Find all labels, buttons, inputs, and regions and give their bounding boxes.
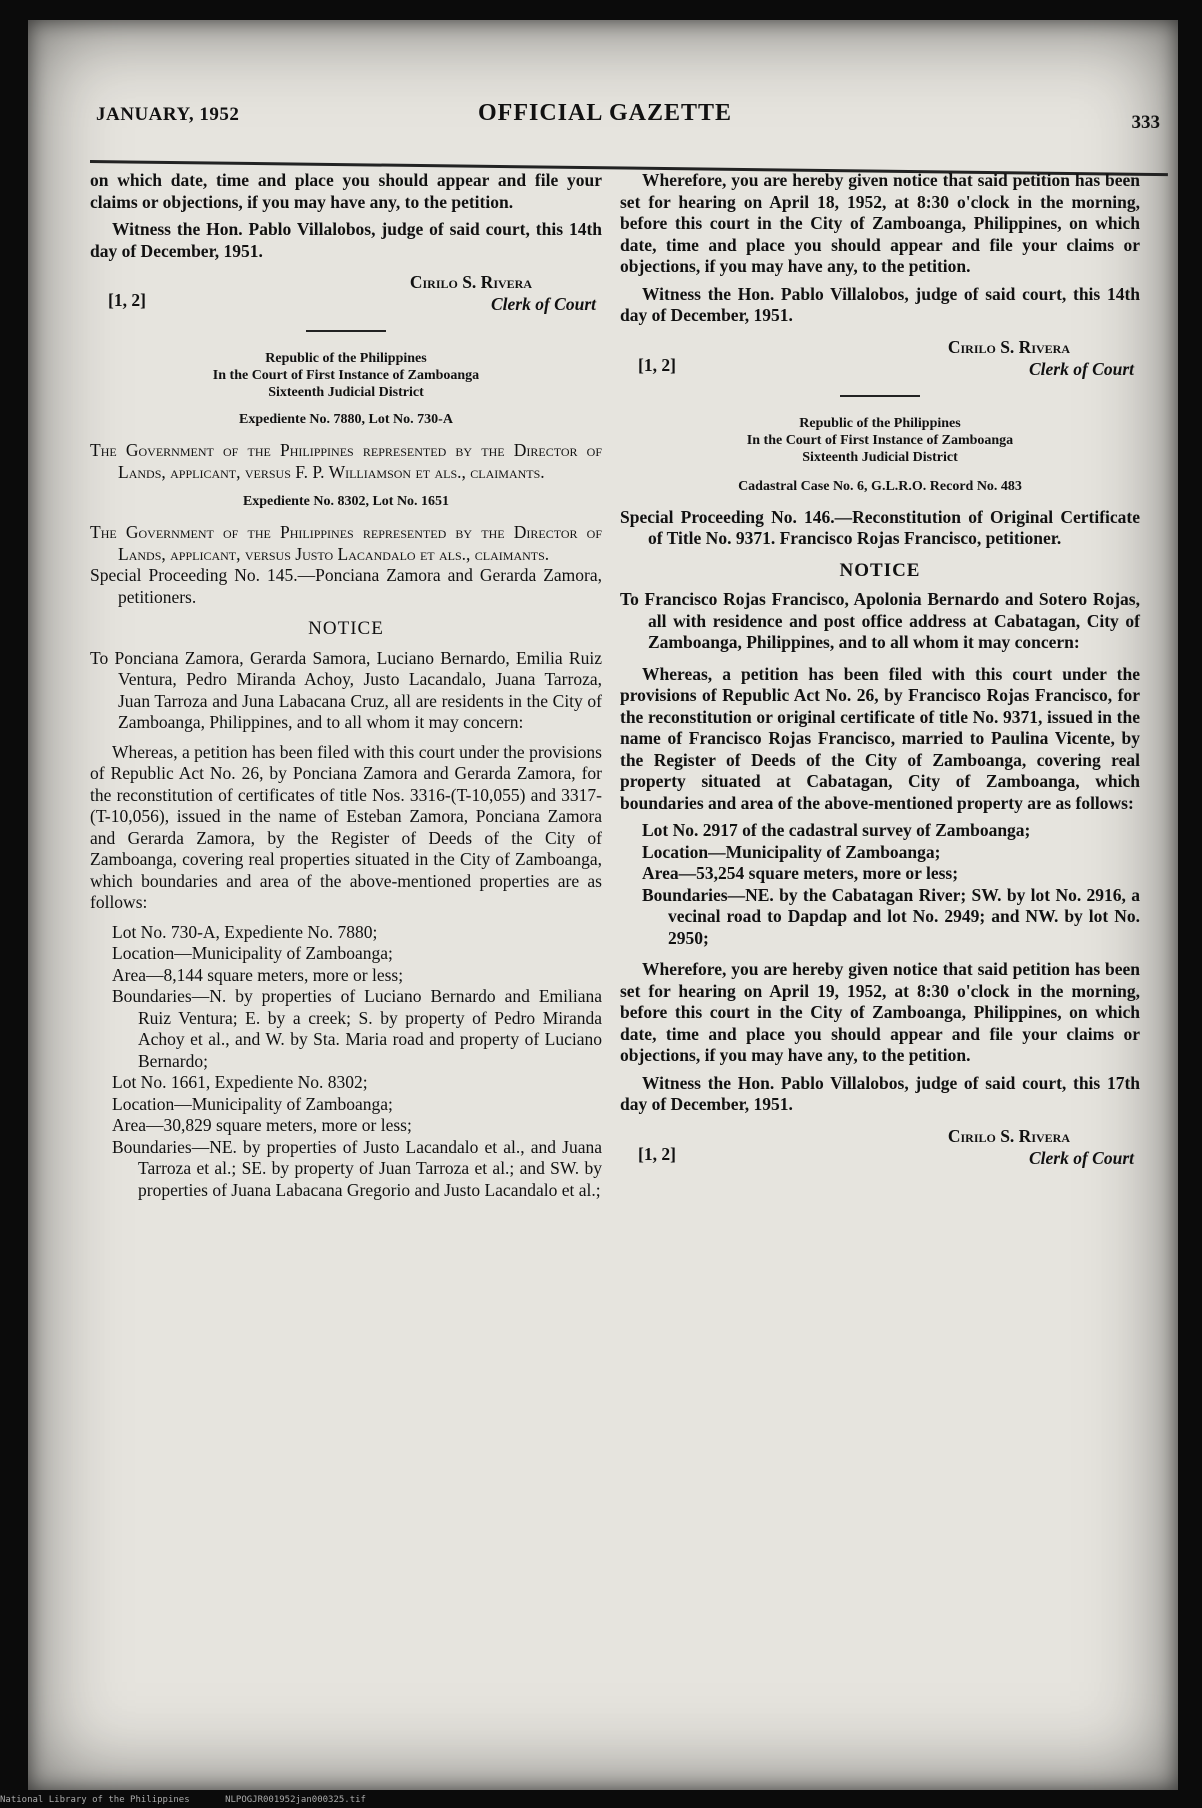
area-2: Area—30,829 square meters, more or less; (112, 1115, 412, 1135)
boundaries-2: Boundaries—NE. by properties of Justo Lacandalo et al., and Juana Tarroza et al.; SE. by property of Juan Tarroza et al.; and SW. by properties of Juana Labacana Gregorio and Justo Lacandalo et al.; (112, 1136, 602, 1200)
whereas-paragraph: Whereas, a petition has been filed with this court under the provisions of Republic Act No. 26, by Francisco Rojas Francisco, for the reconstitution or original certificate of title No. 9371, issued in the name of Francisco Rojas Francisco, married to Paulina Vicente, by the Register of Deeds of the City of Zamboanga, covering real property situated at Cabatagan, City of Zamboanga, which boundaries and area of the above-mentioned property are as follows: (620, 663, 1140, 813)
lot-1: Lot No. 730-A, Expediente No. 7880; (112, 921, 378, 942)
boundaries: Boundaries—NE. by the Cabatagan River; SW. by lot No. 2916, a vecinal road to Dapdap and lot No. 2949; and NW. by lot No. 2950; (642, 884, 1140, 948)
case-2: The Government of the Philippines represented by the Director of Lands, applicant, versus Justo Lacandalo et als., claimants. (90, 522, 602, 564)
right-witness: Witness the Hon. Pablo Villalobos, judge of said court, this 14th day of December, 1951. (620, 283, 1140, 325)
court-line-3: Sixteenth Judicial District (268, 385, 424, 400)
sig-name: Cirilo S. Rivera (947, 1125, 1070, 1146)
special-proceeding: Special Proceeding No. 145.—Ponciana Zamora and Gerarda Zamora, petitioners. (90, 565, 602, 607)
header-date: JANUARY, 1952 (96, 104, 240, 125)
footer-library: National Library of the Philippines (0, 1795, 190, 1805)
location-1: Location—Municipality of Zamboanga; (112, 943, 393, 963)
lot: Lot No. 2917 of the cadastral survey of Zamboanga; (642, 820, 1031, 840)
sig-title: Clerk of Court (1028, 358, 1134, 379)
right-paragraph-1: Wherefore, you are hereby given notice that said petition has been set for hearing on April 18, 1952, at 8:30 o'clock in the morning, before this court in the City of Zamboanga, Philippines, on which date, time and place you should appear and file your claims or objections, if you may have any, to the petition. (620, 170, 1140, 276)
sig-ref: [1, 2] (638, 1143, 676, 1164)
court-line-3: Sixteenth Judicial District (802, 449, 958, 465)
special-proceeding: Special Proceeding No. 146.—Reconstitution of Original Certificate of Title No. 9371. Francisco Rojas Francisco, petitioner. (620, 506, 1140, 548)
notice-heading: NOTICE (308, 618, 384, 639)
wherefore-paragraph: Wherefore, you are hereby given notice that said petition has been set for hearing on April 19, 1952, at 8:30 o'clock in the morning, before this court in the City of Zamboanga, Philippines, on which date, time and place you should appear and file your claims or objections, if you may have any, to the petition. (620, 959, 1140, 1065)
court-line-1: Republic of the Philippines (265, 351, 427, 366)
left-signature-block (90, 268, 602, 318)
location: Location—Municipality of Zamboanga; (642, 841, 941, 862)
sig-name: Cirilo S. Rivera (947, 336, 1070, 357)
notice-heading: NOTICE (839, 559, 921, 581)
case-1: The Government of the Philippines represented by the Director of Lands, applicant, versus F. P. Williamson et als., claimants. (90, 440, 602, 482)
expediente-1: Expediente No. 7880, Lot No. 730-A (239, 412, 453, 427)
lot-2: Lot No. 1661, Expediente No. 8302; (112, 1072, 368, 1092)
boundaries-1: Boundaries—N. by properties of Luciano Bernardo and Emiliana Ruiz Ventura; E. by a creek; S. by property of Pedro Miranda Achoy et al., and W. by Sta. Maria road and property of Luciano Bernardo; (112, 986, 602, 1071)
left-witness: Witness the Hon. Pablo Villalobos, judge of said court, this 14th day of December, 1951. (90, 219, 602, 261)
cadastral-case: Cadastral Case No. 6, G.L.R.O. Record No. 483 (738, 478, 1022, 494)
footer-file: NLPOGJR001952jan000325.tif (225, 1795, 366, 1805)
left-paragraph-1: on which date, time and place you should appear and file your claims or objections, if you may have any, to the petition. (90, 170, 602, 212)
court-line-2: In the Court of First Instance of Zamboanga (746, 432, 1014, 448)
sig-ref: [1, 2] (108, 290, 146, 310)
divider (306, 330, 386, 332)
area-1: Area—8,144 square meters, more or less; (112, 964, 404, 985)
area: Area—53,254 square meters, more or less; (642, 863, 959, 883)
header-page-number: 333 (1131, 112, 1160, 133)
court-line-2: In the Court of First Instance of Zamboanga (212, 368, 480, 383)
notice-to: To Ponciana Zamora, Gerarda Samora, Luciano Bernardo, Emilia Ruiz Ventura, Pedro Miranda Achoy, Justo Lacandalo, Juana Tarroza, Juan Tarroza and Juna Labacana Cruz, all are residents in the City of Zamboanga, Philippines, and to all whom it may concern: (90, 647, 602, 732)
notice-to: To Francisco Rojas Francisco, Apolonia Bernardo and Sotero Rojas, all with residence and post office address at Cabatagan, City of Zamboanga, Philippines, and to all whom it may concern: (620, 589, 1140, 652)
right-signature-block (620, 333, 1140, 383)
divider (840, 395, 920, 397)
sig-ref: [1, 2] (638, 354, 676, 375)
sig-name: Cirilo S. Rivera (409, 272, 532, 292)
court-line-1: Republic of the Philippines (799, 415, 961, 431)
document-page (28, 20, 1178, 1790)
sig-title: Clerk of Court (1028, 1147, 1134, 1168)
expediente-2: Expediente No. 8302, Lot No. 1651 (242, 494, 450, 509)
whereas-paragraph: Whereas, a petition has been filed with this court under the provisions of Republic Act No. 26, by Ponciana Zamora and Gerarda Zamora, for the reconstitution of certificates of title Nos. 3316-(T-10,055) and 3317-(T-10,056), issued in the name of Esteban Zamora, Ponciana Zamora and Gerarda Zamora, by the Register of Deeds of the City of Zamboanga, covering real properties situated in the City of Zamboanga, which boundaries and area of the above-mentioned properties are as follows: (90, 741, 602, 912)
location-2: Location—Municipality of Zamboanga; (112, 1093, 393, 1114)
sig-title: Clerk of Court (490, 294, 596, 314)
witness-paragraph: Witness the Hon. Pablo Villalobos, judge of said court, this 17th day of December, 1951. (620, 1072, 1140, 1114)
scan-footer (0, 1795, 396, 1805)
left-column (90, 170, 602, 1201)
header-publication: OFFICIAL GAZETTE (478, 100, 733, 126)
page-header (28, 92, 1178, 132)
right-signature-block-2 (620, 1122, 1140, 1172)
right-column (620, 170, 1140, 1178)
